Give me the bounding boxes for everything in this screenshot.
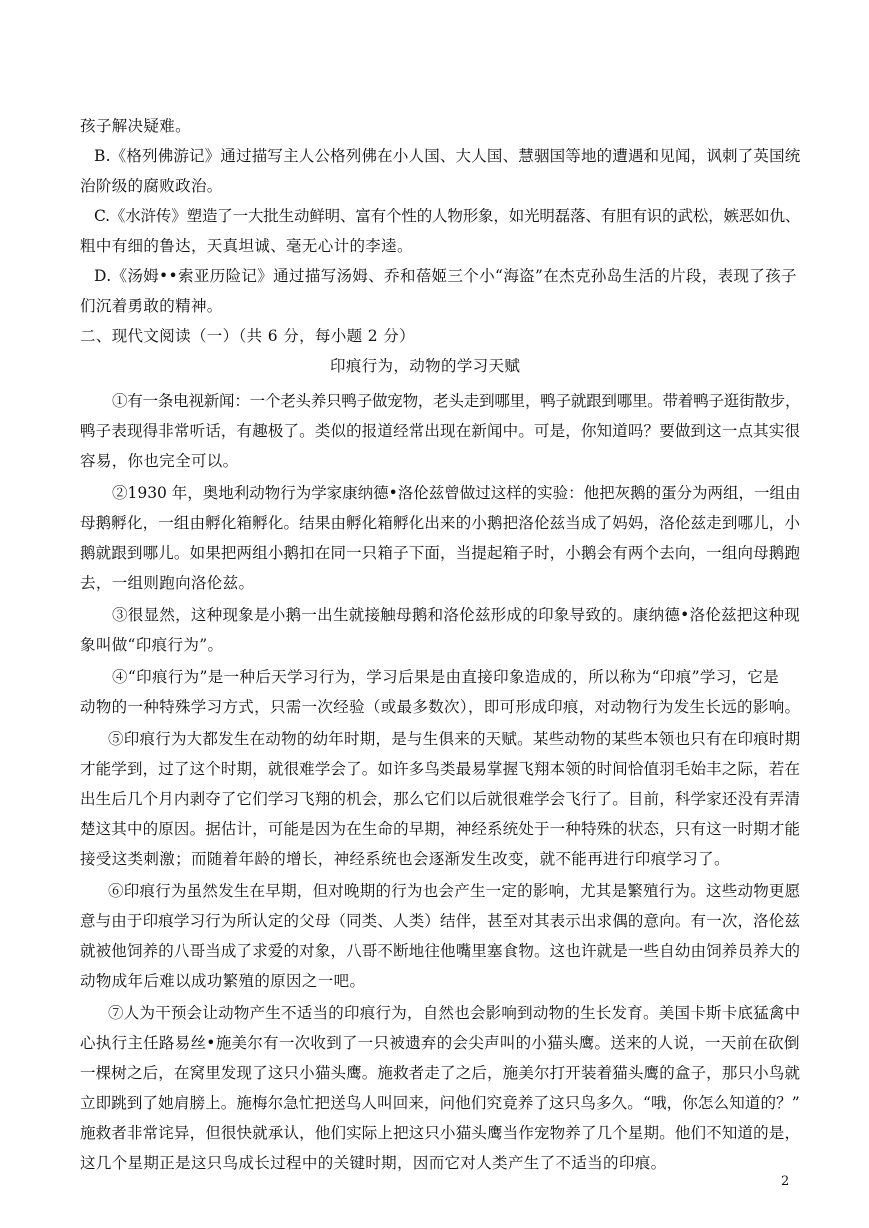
paragraph-7-line-1: ⑦人为干预会让动物产生不适当的印痕行为，自然也会影响到动物的生长发育。美国卡斯卡底猛禽中 — [108, 1004, 801, 1022]
option-c-line-1: C.《水浒传》塑造了一大批生动鲜明、富有个性的人物形象，如光明磊落、有胆有识的武松，嫉恶如仇、 — [94, 207, 801, 225]
section-heading: 二、现代文阅读（一）（共 6 分，每小题 2 分） — [80, 327, 415, 345]
option-c-line-2: 粗中有细的鲁达，天真坦诚、毫无心计的李逵。 — [80, 237, 413, 255]
paragraph-6-line-1: ⑥印痕行为虽然发生在早期，但对晚期的行为也会产生一定的影响，尤其是繁殖行为。这些动物更愿 — [108, 882, 801, 900]
paragraph-6-line-2: 意与由于印痕学习行为所认定的父母（同类、人类）结伴，甚至对其表示出求偶的意向。有一次，洛伦兹 — [80, 912, 801, 930]
paragraph-4-line-2: 动物的一种特殊学习方式，只需一次经验（或最多数次），即可形成印痕，对动物行为发生长远的影响。 — [80, 698, 801, 716]
paragraph-5-line-2: 才能学到，过了这个时期，就很难学会了。如许多鸟类最易掌握飞翔本领的时间恰值羽毛始丰之际，若在 — [80, 760, 801, 778]
option-b-line-2: 治阶级的腐败政治。 — [80, 177, 223, 195]
paragraph-6-line-4: 动物成年后难以成功繁殖的原因之一吧。 — [80, 972, 366, 990]
paragraph-1-line-1: ①有一条电视新闻：一个老头养只鸭子做宠物，老头走到哪里，鸭子就跟到哪里。带着鸭子逛街散步， — [112, 392, 801, 410]
option-d-line-2: 们沉着勇敢的精神。 — [80, 297, 223, 315]
paragraph-5-line-4: 楚这其中的原因。据估计，可能是因为在生命的早期，神经系统处于一种特殊的状态，只有这一时期才能 — [80, 820, 801, 838]
paragraph-1-line-3: 容易，你也完全可以。 — [80, 452, 239, 470]
paragraph-1-line-2: 鸭子表现得非常听话，有趣极了。类似的报道经常出现在新闻中。可是，你知道吗？要做到这一点其实很 — [80, 422, 801, 440]
paragraph-3-line-2: 象叫做“印痕行为”。 — [80, 636, 224, 654]
paragraph-2-line-2: 母鹅孵化，一组由孵化箱孵化。结果由孵化箱孵化出来的小鹅把洛伦兹当成了妈妈，洛伦兹走到哪儿，小 — [80, 514, 801, 532]
paragraph-2-line-1: ②1930 年，奥地利动物行为学家康纳德•洛伦兹曾做过这样的实验：他把灰鹅的蛋分为两组，一组由 — [112, 484, 801, 502]
paragraph-5-line-3: 出生后几个月内剥夺了它们学习飞翔的机会，那么它们以后就很难学会飞行了。目前，科学家还没有弄清 — [80, 790, 801, 808]
paragraph-6-line-3: 就被他饲养的八哥当成了求爱的对象，八哥不断地往他嘴里塞食物。这也许就是一些自幼由饲养员养大的 — [80, 942, 801, 960]
paragraph-7-line-3: 一棵树之后，在窝里发现了这只小猫头鹰。施救者走了之后，施美尔打开装着猫头鹰的盒子，那只小鸟就 — [80, 1064, 801, 1082]
paragraph-7-line-5: 施救者非常诧异，但很快就承认，他们实际上把这只小猫头鹰当作宠物养了几个星期。他们不知道的是， — [80, 1124, 801, 1142]
option-a-tail: 孩子解决疑难。 — [80, 117, 191, 135]
paragraph-5-line-5: 接受这类刺激；而随着年龄的增长，神经系统也会逐渐发生改变，就不能再进行印痕学习了。 — [80, 850, 730, 868]
paragraph-7-line-2: 心执行主任路易丝•施美尔有一次收到了一只被遗弃的会尖声叫的小猫头鹰。送来的人说，一天前在砍倒 — [80, 1034, 800, 1052]
paragraph-5-line-1: ⑤印痕行为大都发生在动物的幼年时期，是与生俱来的天赋。某些动物的某些本领也只有在印痕时期 — [108, 730, 801, 748]
option-d-line-1: D.《汤姆••索亚历险记》通过描写汤姆、乔和蓓姬三个小“海盗”在杰克孙岛生活的片段，表现了孩子 — [94, 267, 797, 285]
paragraph-3-line-1: ③很显然，这种现象是小鹅一出生就接触母鹅和洛伦兹形成的印象导致的。康纳德•洛伦兹把这种现 — [112, 606, 801, 624]
paragraph-7-line-6: 这几个星期正是这只鸟成长过程中的关键时期，因而它对人类产生了不适当的印痕。 — [80, 1154, 667, 1172]
option-b-line-1: B.《格列佛游记》通过描写主人公格列佛在小人国、大人国、慧骃国等地的遭遇和见闻，讽刺了英国统 — [94, 147, 801, 165]
paragraph-4-line-1: ④“印痕行为”是一种后天学习行为，学习后果是由直接印象造成的，所以称为“印痕”学习，它是 — [112, 668, 780, 686]
paragraph-2-line-4: 去，一组则跑向洛伦兹。 — [80, 574, 255, 592]
paragraph-7-line-4: 立即跳到了她肩膀上。施梅尔急忙把送鸟人叫回来，问他们究竟养了这只鸟多久。“哦，你怎么知道的？” — [80, 1094, 800, 1112]
page-number: 2 — [781, 1174, 790, 1189]
article-title: 印痕行为，动物的学习天赋 — [330, 357, 521, 375]
paragraph-2-line-3: 鹅就跟到哪儿。如果把两组小鹅扣在同一只箱子下面，当提起箱子时，小鹅会有两个去向，一组向母鹅跑 — [80, 544, 801, 562]
